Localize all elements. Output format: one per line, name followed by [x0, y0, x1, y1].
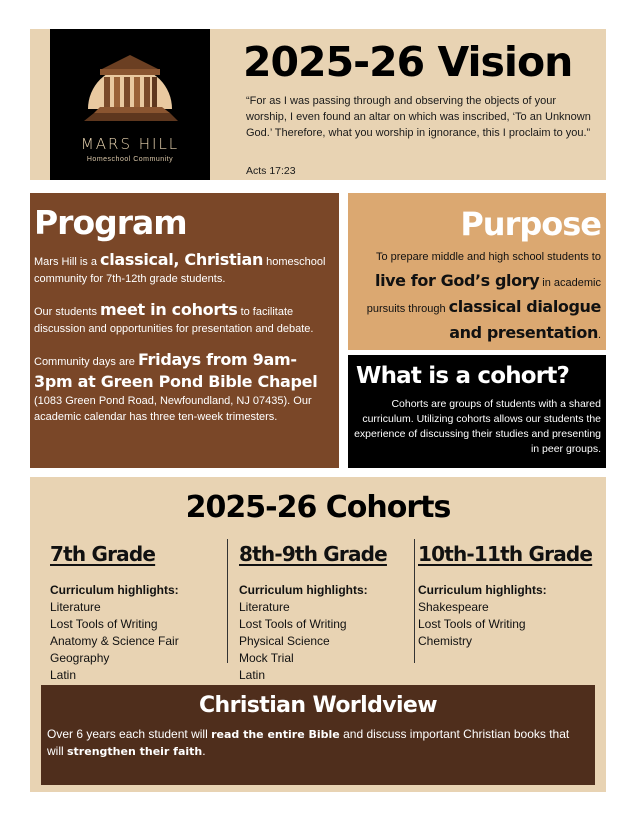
- cohort-column-7th: [50, 541, 179, 684]
- greek-temple-icon: [80, 39, 180, 131]
- curriculum-item: Physical Science: [239, 634, 330, 648]
- curriculum-item: Literature: [50, 600, 101, 614]
- curriculum-label: Curriculum highlights:: [418, 583, 547, 597]
- vision-quote: “For as I was passing through and observing the objects of your worship, I even found an altar on which was inscribed, ‘To an Unknown God.’ Therefore, what you worship in ignorance, this I proclaim to you.”: [246, 95, 591, 139]
- curriculum-item: Chemistry: [418, 634, 473, 648]
- curriculum-item: Lost Tools of Writing: [418, 617, 526, 631]
- purpose-section: [348, 193, 606, 350]
- program-paragraph-2: Our students meet in cohorts to facilitate discussion and opportunities for presentation and debate.: [34, 300, 314, 335]
- vision-title: 2025-26 Vision: [243, 38, 573, 86]
- grade-heading: 7th Grade: [50, 542, 156, 566]
- program-section: [30, 193, 339, 468]
- curriculum-item: Latin: [239, 668, 266, 682]
- curriculum-label: Curriculum highlights:: [50, 583, 179, 597]
- logo: [50, 29, 210, 180]
- curriculum-item: Shakespeare: [418, 600, 489, 614]
- worldview-section: [41, 685, 595, 785]
- column-divider: [227, 539, 228, 663]
- cohort-column-8th-9th: [239, 541, 387, 684]
- grade-heading: 8th-9th Grade: [239, 542, 387, 566]
- curriculum-item: Latin: [50, 668, 77, 682]
- curriculum-label: Curriculum highlights:: [239, 583, 368, 597]
- purpose-title: Purpose: [460, 205, 601, 243]
- curriculum-item: Literature: [239, 600, 290, 614]
- logo-name: MARS HILL: [80, 135, 180, 153]
- curriculum-item: Geography: [50, 651, 110, 665]
- program-paragraph-1: Mars Hill is a classical, Christian homeschool community for 7th-12th grade students.: [34, 250, 326, 285]
- grade-heading: 10th-11th Grade: [418, 542, 593, 566]
- program-title: Program: [34, 203, 187, 242]
- logo-subtitle: Homeschool Community: [86, 156, 174, 163]
- cohort-title: What is a cohort?: [356, 363, 570, 389]
- cohort-text: Cohorts are groups of students with a shared curriculum. Utilizing cohorts allows our students the experience of discussing their studies and presenting in peer groups.: [354, 398, 601, 455]
- program-paragraph-3: Community days are Fridays from 9am-3pm at Green Pond Bible Chapel (1083 Green Pond Road, Newfoundland, NJ 07435). Our academic calendar has three ten-week trimesters.: [34, 350, 318, 423]
- cohort-definition-section: [348, 355, 606, 468]
- worldview-title: Christian Worldview: [199, 693, 437, 718]
- curriculum-item: Mock Trial: [239, 651, 294, 665]
- curriculum-item: Anatomy & Science Fair: [50, 634, 179, 648]
- purpose-text: To prepare middle and high school students to live for God’s glory in academic pursuits through classical dialogue and presentation.: [366, 251, 601, 342]
- curriculum-item: Lost Tools of Writing: [50, 617, 158, 631]
- cohorts-title: 2025-26 Cohorts: [185, 490, 451, 525]
- column-divider: [414, 539, 415, 663]
- cohort-column-10th-11th: [418, 541, 592, 650]
- worldview-text: Over 6 years each student will read the entire Bible and discuss important Christian books that will strengthen their faith.: [47, 727, 570, 758]
- curriculum-item: Lost Tools of Writing: [239, 617, 347, 631]
- vision-reference: Acts 17:23: [246, 165, 296, 177]
